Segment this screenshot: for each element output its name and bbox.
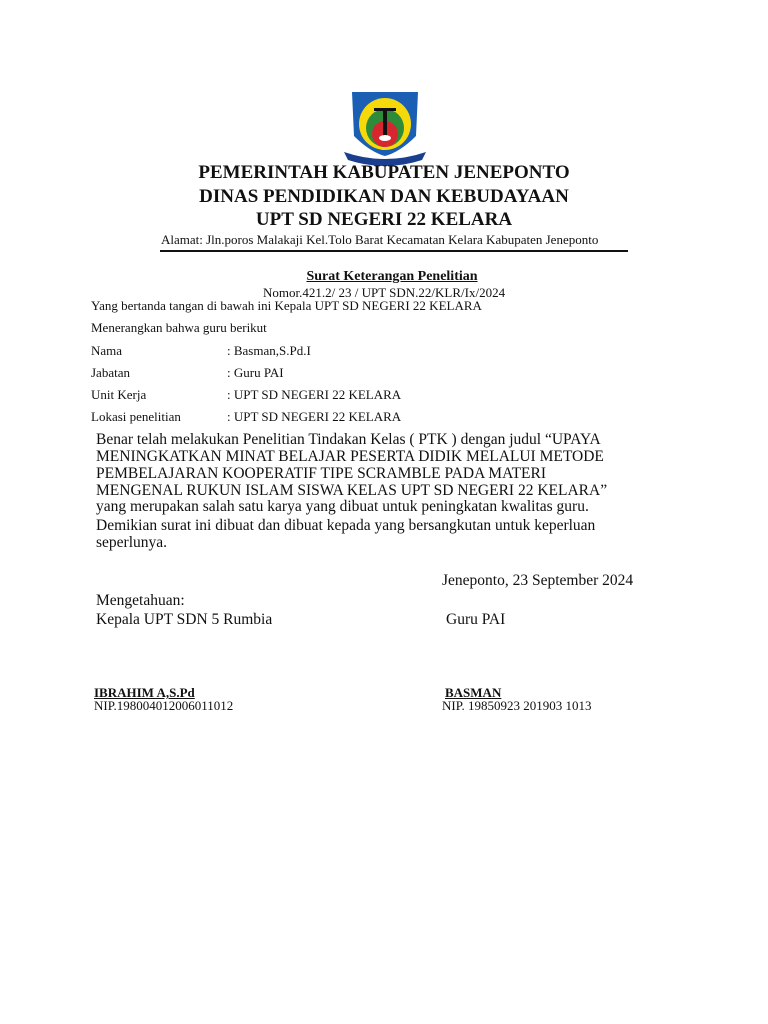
field-label: Jabatan <box>91 365 130 380</box>
body-tail: yang merupakan salah satu karya yang dibuat untuk peningkatan kwalitas guru. <box>96 498 589 515</box>
field-value: : Guru PAI <box>227 365 284 380</box>
body-line: MENGENAL RUKUN ISLAM SISWA KELAS UPT SD NEGERI 22 KELARA” <box>96 482 608 499</box>
acknowledged-label: Mengetahuan: <box>96 592 185 609</box>
letter-title: Surat Keterangan Penelitian <box>306 269 478 284</box>
body-line: MENINGKATKAN MINAT BELAJAR PESERTA DIDIK MELALUI METODE <box>96 448 604 465</box>
letter-number: Nomor.421.2/ 23 / UPT SDN.22/KLR/Ix/2024 <box>263 285 506 300</box>
header-address: Alamat: Jln.poros Malakaji Kel.Tolo Barat Kecamatan Kelara Kabupaten Jeneponto <box>161 232 599 247</box>
right-signer-nip: NIP. 19850923 201903 1013 <box>442 698 592 713</box>
body-line: Benar telah melakukan Penelitian Tindakan Kelas ( PTK ) dengan judul “UPAYA <box>96 431 601 448</box>
field-label: Lokasi penelitian <box>91 409 181 424</box>
left-signer-title: Kepala UPT SDN 5 Rumbia <box>96 611 273 628</box>
closing-line: Demikian surat ini dibuat dan dibuat kepada yang bersangkutan untuk keperluan <box>96 517 596 534</box>
field-label: Nama <box>91 343 123 358</box>
field-value: : UPT SD NEGERI 22 KELARA <box>227 409 402 424</box>
regency-logo <box>340 86 430 166</box>
field-value: : UPT SD NEGERI 22 KELARA <box>227 387 402 402</box>
body-line: PEMBELAJARAN KOOPERATIF TIPE SCRAMBLE PADA MATERI <box>96 465 546 482</box>
letter-intro: Yang bertanda tangan di bawah ini Kepala UPT SD NEGERI 22 KELARA <box>91 298 482 313</box>
field-label: Unit Kerja <box>91 387 147 402</box>
closing-line: seperlunya. <box>96 534 168 551</box>
left-signer-nip: NIP.198004012006011012 <box>94 698 234 713</box>
left-signer-name: IBRAHIM A,S.Pd <box>94 685 195 700</box>
header-department: DINAS PENDIDIKAN DAN KEBUDAYAAN <box>199 186 569 207</box>
right-signer-title: Guru PAI <box>446 611 506 628</box>
place-date: Jeneponto, 23 September 2024 <box>442 572 634 589</box>
header-government: PEMERINTAH KABUPATEN JENEPONTO <box>198 162 570 183</box>
header-divider <box>160 250 628 252</box>
field-value: : Basman,S.Pd.I <box>227 343 311 358</box>
right-signer-name: BASMAN <box>445 685 502 700</box>
header-school: UPT SD NEGERI 22 KELARA <box>255 209 513 230</box>
letter-statement: Menerangkan bahwa guru berikut <box>91 320 267 335</box>
